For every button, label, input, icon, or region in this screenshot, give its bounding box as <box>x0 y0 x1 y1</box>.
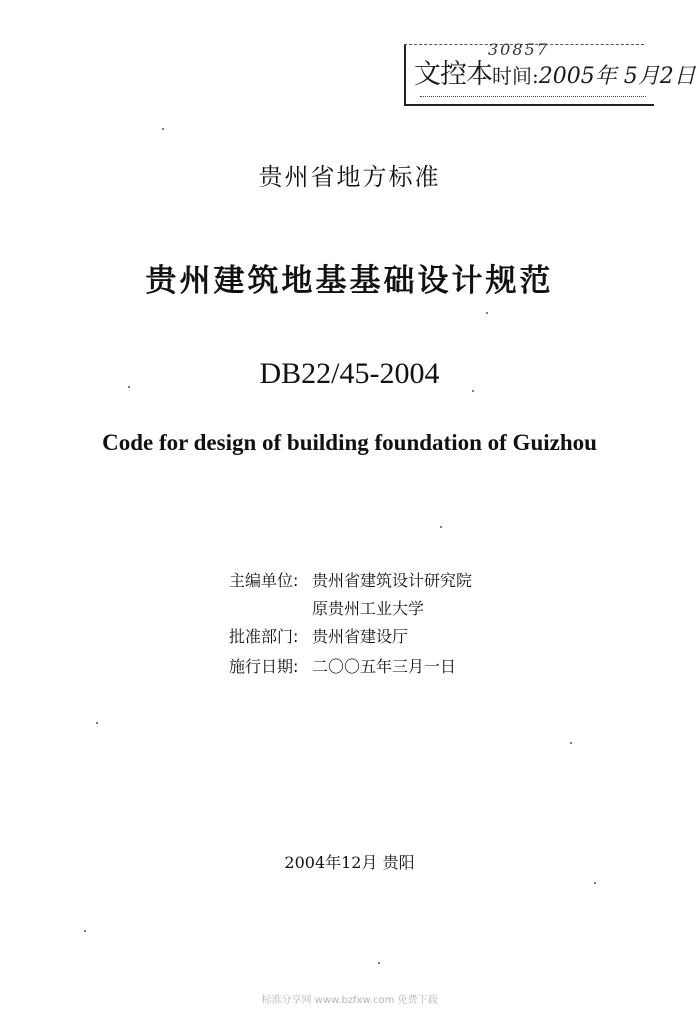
scan-speck <box>594 882 596 884</box>
scan-speck <box>472 390 474 392</box>
stamp-underline <box>420 96 646 97</box>
editor-value-secondary: 原贵州工业大学 <box>312 599 425 618</box>
scan-speck <box>84 930 86 932</box>
stamp-controlled-copy-label: 文控本 <box>414 59 492 90</box>
approver-value: 贵州省建设厅 <box>312 627 409 646</box>
stamp-text <box>414 52 696 98</box>
scan-speck <box>570 742 572 744</box>
stamp-number: 30857 <box>488 40 549 59</box>
scan-speck <box>486 312 488 314</box>
stamp-handwritten-date: 2005年 5月2日 <box>538 64 696 89</box>
issue-date-place: 2004年12月 贵阳 <box>284 853 415 872</box>
scan-speck <box>440 526 442 528</box>
local-standard-heading: 贵州省地方标准 <box>258 163 441 191</box>
standard-code: DB22/45-2004 <box>259 357 440 390</box>
site-watermark: 标准分享网 www.bzfxw.com 免费下载 <box>261 995 438 1006</box>
effective-date-value: 二〇〇五年三月一日 <box>312 657 457 676</box>
document-title: 贵州建筑地基基础设计规范 <box>145 263 554 299</box>
approver-label: 批准部门: <box>229 627 299 646</box>
scan-speck <box>128 386 130 388</box>
scan-speck <box>96 722 98 724</box>
scan-speck <box>162 128 164 130</box>
scan-speck <box>378 962 380 964</box>
stamp-time-label: 时间: <box>492 64 539 88</box>
editor-label: 主编单位: <box>229 571 299 590</box>
effective-date-label: 施行日期: <box>229 657 299 676</box>
editor-value-primary: 贵州省建筑设计研究院 <box>312 571 473 590</box>
english-title: Code for design of building foundation of Guizhou <box>102 430 597 455</box>
